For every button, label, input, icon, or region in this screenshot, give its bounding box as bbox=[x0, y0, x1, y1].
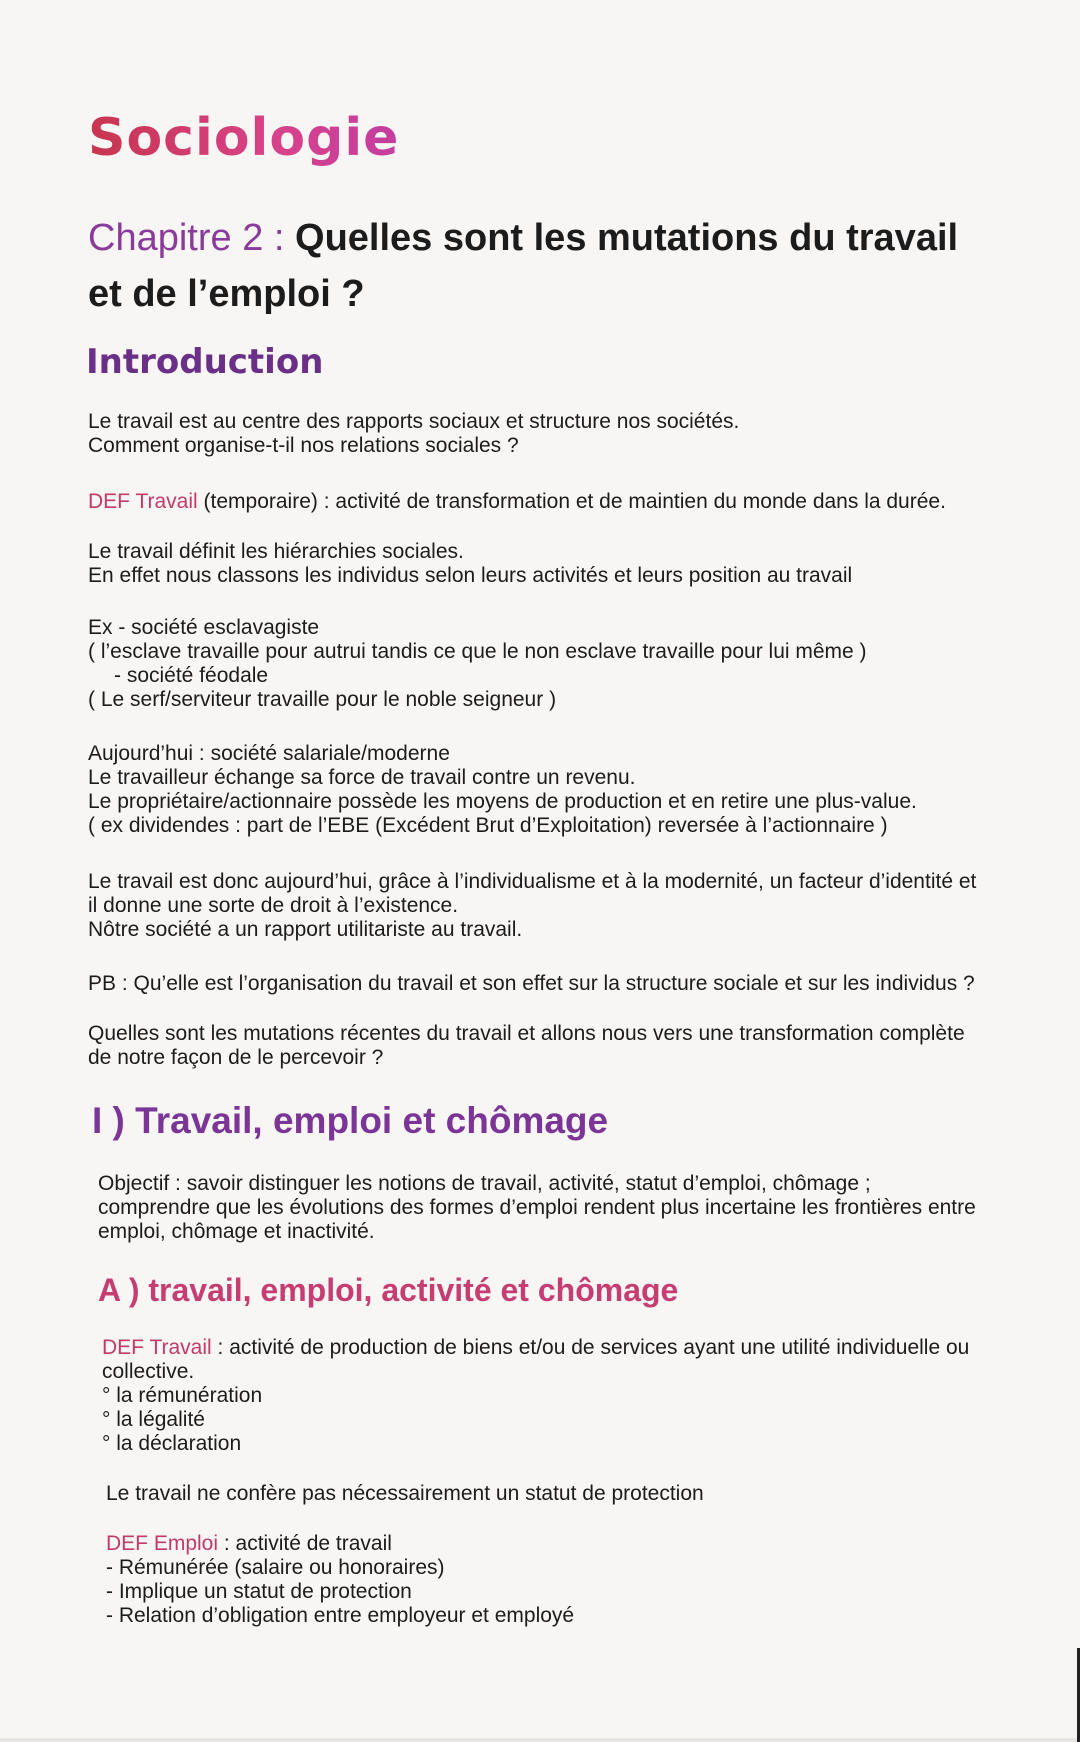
intro-text-line: Le travail est au centre des rapports sociaux et structure nos sociétés. bbox=[88, 410, 740, 433]
section-a-heading: A ) travail, emploi, activité et chômage bbox=[98, 1272, 679, 1308]
subject-title: Sociologie bbox=[88, 108, 400, 168]
intro-paragraph-2 bbox=[88, 540, 1008, 588]
definition-text: : activité de production de biens et/ou de services ayant une utilité individuelle ou collective. bbox=[102, 1336, 970, 1383]
example-description: ( Le serf/serviteur travaille pour le noble seigneur ) bbox=[88, 688, 557, 711]
objectif-text: Objectif : savoir distinguer les notions de travail, activité, statut d’emploi, chômage ; comprendre que les évolutions des formes d’emploi rendent plus incertaine les frontières entre emploi, chômage et inactivité. bbox=[98, 1172, 976, 1243]
intro-text-line: Nôtre société a un rapport utilitariste au travail. bbox=[88, 918, 523, 941]
list-item: - Implique un statut de protection bbox=[106, 1580, 412, 1603]
example-description: ( l’esclave travaille pour autrui tandis ce que le non esclave travaille pour lui même ) bbox=[88, 640, 867, 663]
chapter-title bbox=[88, 210, 988, 322]
intro-text-line: Comment organise-t-il nos relations sociales ? bbox=[88, 434, 519, 457]
definition-emploi bbox=[106, 1532, 1026, 1628]
intro-question bbox=[88, 1022, 988, 1070]
list-item: - Rémunérée (salaire ou honoraires) bbox=[106, 1556, 445, 1579]
question-text: Quelles sont les mutations récentes du travail et allons nous vers une transformation complète de notre façon de le percevoir ? bbox=[88, 1022, 965, 1069]
intro-text-line: Le travailleur échange sa force de travail contre un revenu. bbox=[88, 766, 636, 789]
intro-text-line: Le travail est donc aujourd’hui, grâce à l’individualisme et à la modernité, un facteur d’identité et il donne une sorte de droit à l’existence. bbox=[88, 870, 977, 917]
definition-label: DEF Emploi bbox=[106, 1532, 219, 1555]
intro-text-line: ( ex dividendes : part de l’EBE (Excédent Brut d’Exploitation) reversée à l’actionnaire ) bbox=[88, 814, 888, 837]
intro-paragraph-1 bbox=[88, 410, 1008, 458]
intro-text-line: Aujourd’hui : société salariale/moderne bbox=[88, 742, 450, 765]
note-text: Le travail ne confère pas nécessairement un statut de protection bbox=[106, 1482, 704, 1505]
definition-travail-temporaire bbox=[88, 490, 1008, 514]
introduction-heading: Introduction bbox=[86, 342, 324, 382]
list-item: ° la légalité bbox=[102, 1408, 205, 1431]
definition-label: DEF Travail bbox=[88, 490, 198, 513]
intro-text-line: En effet nous classons les individus selon leurs activités et leurs position au travail bbox=[88, 564, 853, 587]
travail-note bbox=[106, 1482, 1026, 1506]
section-1-objectif bbox=[98, 1172, 978, 1244]
definition-label: DEF Travail bbox=[102, 1336, 212, 1359]
intro-examples bbox=[88, 616, 1008, 712]
definition-text: (temporaire) : activité de transformation et de maintien du monde dans la durée. bbox=[197, 490, 946, 513]
list-item: ° la déclaration bbox=[102, 1432, 242, 1455]
page-bottom-edge bbox=[0, 1738, 1080, 1742]
list-item: - Relation d’obligation entre employeur et employé bbox=[106, 1604, 575, 1627]
section-1-heading: I ) Travail, emploi et chômage bbox=[92, 1100, 609, 1141]
definition-text: : activité de travail bbox=[218, 1532, 392, 1555]
problematique-text: PB : Qu’elle est l’organisation du travail et son effet sur la structure sociale et sur les individus ? bbox=[88, 972, 975, 995]
list-item: ° la rémunération bbox=[102, 1384, 263, 1407]
intro-paragraph-3 bbox=[88, 742, 1008, 838]
chapter-title-line1: Quelles sont les mutations du travail bbox=[284, 217, 959, 259]
intro-text-line: Le travail définit les hiérarchies sociales. bbox=[88, 540, 464, 563]
intro-paragraph-4 bbox=[88, 870, 988, 942]
definition-travail bbox=[102, 1336, 982, 1456]
example-item: Ex - société esclavagiste bbox=[88, 616, 320, 639]
chapter-title-line2: et de l’emploi ? bbox=[88, 273, 365, 315]
intro-text-line: Le propriétaire/actionnaire possède les moyens de production et en retire une plus-value. bbox=[88, 790, 917, 813]
problematique bbox=[88, 972, 1008, 996]
chapter-label: Chapitre 2 : bbox=[88, 217, 285, 259]
example-item: - société féodale bbox=[114, 664, 269, 687]
